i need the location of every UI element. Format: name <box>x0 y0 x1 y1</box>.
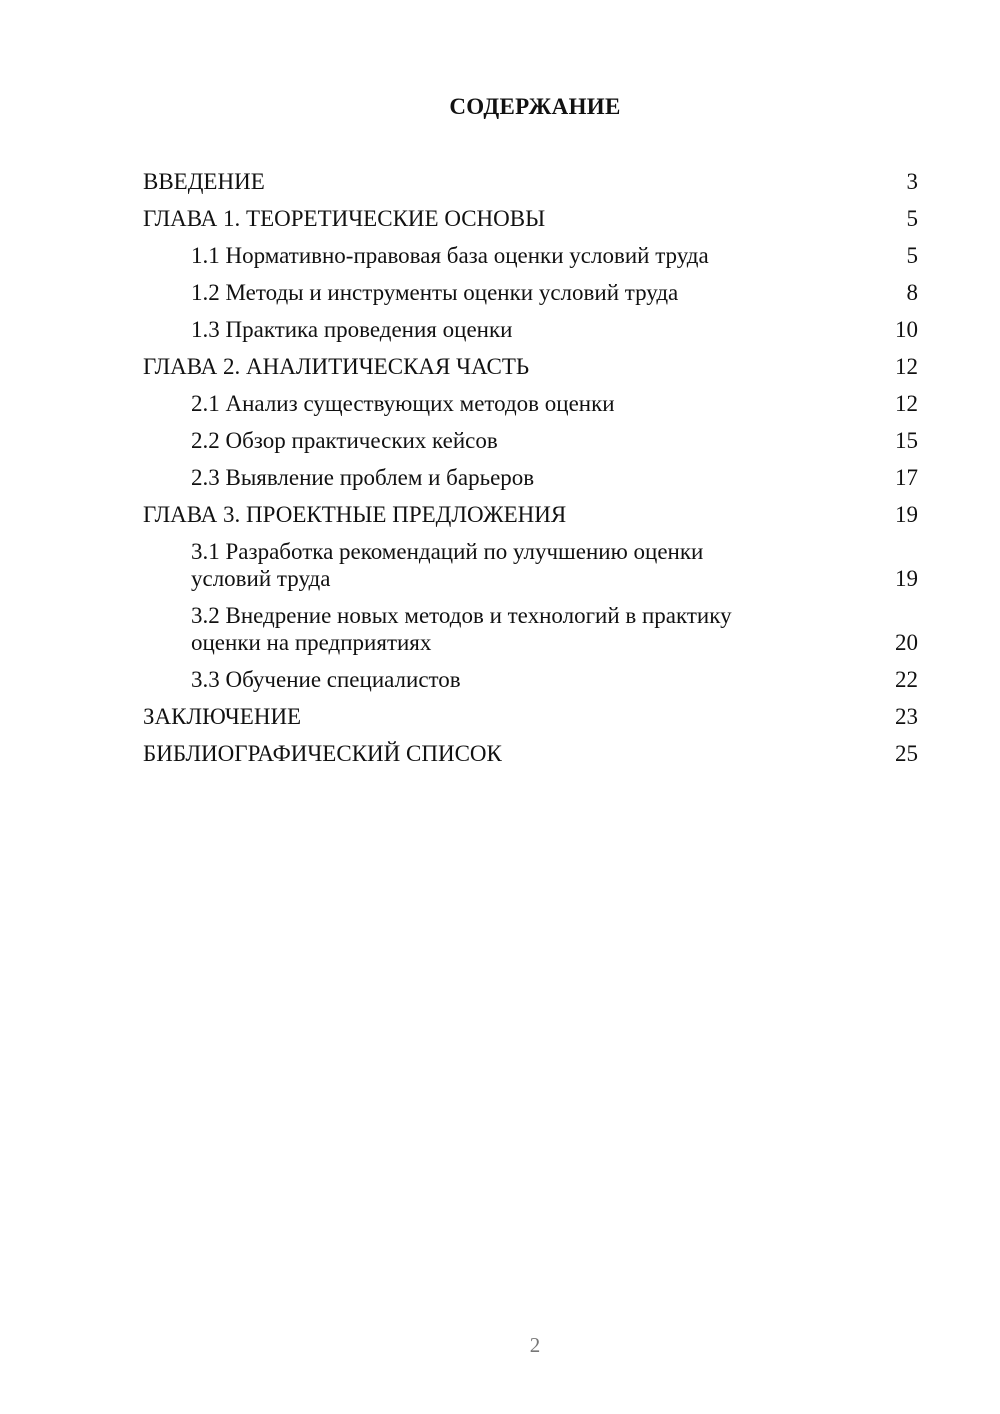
toc-entry-page: 23 <box>895 704 918 729</box>
toc-entry-section-3-1[interactable] <box>143 538 918 592</box>
toc-entry-section-3-2[interactable] <box>143 602 918 656</box>
toc-entry-page: 17 <box>895 465 918 490</box>
toc-entry-page: 5 <box>906 243 918 268</box>
toc-entry-page: 20 <box>895 630 918 655</box>
toc-entry-page: 3 <box>906 169 918 194</box>
toc-entry-section-3-3[interactable] <box>143 666 918 693</box>
toc-entry-page: 15 <box>895 428 918 453</box>
toc-entry-text: БИБЛИОГРАФИЧЕСКИЙ СПИСОК <box>143 741 502 766</box>
toc-entry-text: 3.2 Внедрение новых методов и технологий в практику оценки на предприятиях <box>191 603 732 655</box>
toc-entry-text: ГЛАВА 3. ПРОЕКТНЫЕ ПРЕДЛОЖЕНИЯ <box>143 502 567 527</box>
toc-entry-page: 22 <box>895 667 918 692</box>
toc-entry-text: 2.2 Обзор практических кейсов <box>191 428 498 453</box>
toc-entry-text: ЗАКЛЮЧЕНИЕ <box>143 704 302 729</box>
toc-entry-bibliography[interactable] <box>143 740 918 767</box>
toc-entry-page: 10 <box>895 317 918 342</box>
toc-entry-text: ГЛАВА 1. ТЕОРЕТИЧЕСКИЕ ОСНОВЫ <box>143 206 546 231</box>
toc-entry-section-2-1[interactable] <box>143 390 918 417</box>
toc-entry-section-1-1[interactable] <box>143 242 918 269</box>
toc-entry-chapter-2[interactable] <box>143 353 918 380</box>
toc-entry-page: 12 <box>895 391 918 416</box>
toc-entry-page: 8 <box>906 280 918 305</box>
toc-entry-section-1-2[interactable] <box>143 279 918 306</box>
toc-entry-page: 19 <box>895 502 918 527</box>
toc-entry-section-2-3[interactable] <box>143 464 918 491</box>
toc-entry-text: 1.2 Методы и инструменты оценки условий труда <box>191 280 679 305</box>
toc-entry-section-1-3[interactable] <box>143 316 918 343</box>
toc-entry-conclusion[interactable] <box>143 703 918 730</box>
toc-entry-chapter-1[interactable] <box>143 205 918 232</box>
toc-entry-text: 1.1 Нормативно-правовая база оценки условий труда <box>191 243 709 268</box>
toc-entry-text: 1.3 Практика проведения оценки <box>191 317 513 342</box>
page-title: СОДЕРЖАНИЕ <box>449 94 621 119</box>
toc-entry-text: ВВЕДЕНИЕ <box>143 169 265 194</box>
toc-entry-introduction[interactable] <box>143 168 918 195</box>
toc-entry-text: ГЛАВА 2. АНАЛИТИЧЕСКАЯ ЧАСТЬ <box>143 354 530 379</box>
table-of-contents <box>143 168 918 777</box>
toc-entry-page: 5 <box>906 206 918 231</box>
toc-entry-text: 2.3 Выявление проблем и барьеров <box>191 465 535 490</box>
toc-entry-page: 12 <box>895 354 918 379</box>
toc-entry-chapter-3[interactable] <box>143 501 918 528</box>
toc-entry-text: 3.3 Обучение специалистов <box>191 667 461 692</box>
toc-entry-page: 25 <box>895 741 918 766</box>
toc-entry-text: 3.1 Разработка рекомендаций по улучшению оценки условий труда <box>191 539 704 591</box>
toc-entry-section-2-2[interactable] <box>143 427 918 454</box>
toc-entry-page: 19 <box>895 566 918 591</box>
toc-entry-text: 2.1 Анализ существующих методов оценки <box>191 391 615 416</box>
page-number: 2 <box>529 1333 541 1357</box>
